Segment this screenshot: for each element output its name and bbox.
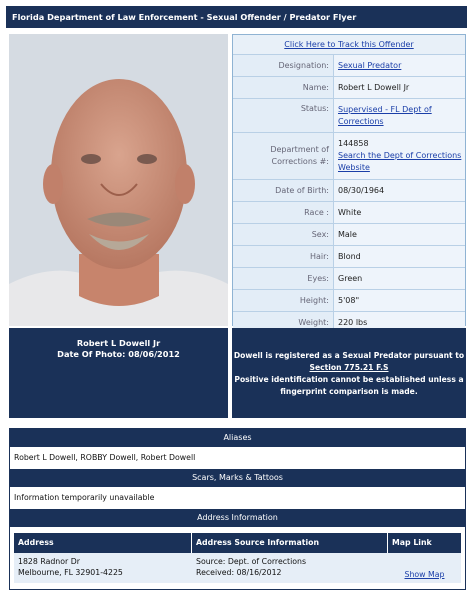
eyes-label: Eyes: [233, 268, 333, 289]
name-row [233, 77, 465, 99]
details-section [9, 428, 466, 590]
address-street: 1828 Radnor Dr [18, 557, 80, 566]
address-row [14, 553, 461, 583]
notice-line3: fingerprint comparison is made. [280, 387, 418, 396]
doc-label-line2: Corrections #: [271, 157, 329, 166]
weight-value: 220 lbs [338, 318, 368, 327]
doc-label-line1: Department of [270, 145, 329, 154]
address-col-header: Address [14, 533, 192, 553]
notice-line2: Positive identification cannot be established unless a [234, 375, 464, 384]
offender-photo [9, 34, 228, 326]
hair-row [233, 246, 465, 268]
address-city: Melbourne, FL 32901-4225 [18, 568, 123, 577]
eyes-row [233, 268, 465, 290]
designation-link[interactable]: Sexual Predator [338, 61, 402, 70]
scars-header: Scars, Marks & Tattoos [10, 469, 465, 487]
sex-label: Sex: [233, 224, 333, 245]
name-label: Name: [233, 77, 333, 98]
designation-label: Designation: [233, 55, 333, 76]
race-value: White [338, 208, 362, 217]
sex-row [233, 224, 465, 246]
page-title-bar [6, 6, 467, 28]
notice-line1: Dowell is registered as a Sexual Predator pursuant to [233, 351, 465, 360]
aliases-value: Robert L Dowell, ROBBY Dowell, Robert Dowell [10, 447, 465, 469]
designation-row [233, 55, 465, 77]
portrait-image [9, 34, 228, 326]
hair-label: Hair: [233, 246, 333, 267]
offender-details-panel [232, 34, 466, 326]
doc-search-link[interactable]: Search the Dept of Corrections Website [338, 151, 462, 172]
source-col-header: Address Source Information [192, 533, 388, 553]
address-source: Source: Dept. of Corrections [196, 557, 307, 566]
registration-notice-box [232, 328, 466, 418]
aliases-header: Aliases [10, 429, 465, 447]
page-title: Florida Department of Law Enforcement - Sexual Offender / Predator Flyer [12, 12, 357, 22]
address-received: Received: 08/16/2012 [196, 568, 282, 577]
height-label: Height: [233, 290, 333, 311]
photo-caption-box [9, 328, 228, 418]
status-link[interactable]: Supervised - FL Dept of Corrections [338, 104, 432, 126]
height-value: 5'08" [338, 296, 360, 305]
dob-row [233, 180, 465, 202]
doc-number: 144858 [338, 139, 369, 148]
height-row [233, 290, 465, 312]
caption-name: Robert L Dowell Jr [76, 338, 161, 348]
doc-row [233, 133, 465, 180]
statute-link[interactable]: Section 775.21 F.S [309, 363, 389, 372]
caption-photo-date: Date Of Photo: 08/06/2012 [57, 349, 180, 359]
show-map-link[interactable]: Show Map [404, 570, 445, 579]
weight-label: Weight: [233, 312, 333, 333]
race-label: Race : [233, 202, 333, 223]
dob-value: 08/30/1964 [338, 186, 385, 195]
name-value: Robert L Dowell Jr [338, 83, 410, 92]
status-row [233, 99, 465, 133]
status-label: Status: [233, 99, 333, 132]
address-header: Address Information [10, 509, 465, 527]
scars-value: Information temporarily unavailable [10, 487, 465, 509]
sex-value: Male [338, 230, 357, 239]
track-offender-row [233, 35, 465, 55]
hair-value: Blond [338, 252, 361, 261]
race-row [233, 202, 465, 224]
dob-label: Date of Birth: [233, 180, 333, 201]
eyes-value: Green [338, 274, 363, 283]
track-offender-link[interactable]: Click Here to Track this Offender [284, 40, 414, 49]
map-col-header: Map Link [392, 538, 432, 547]
address-table-header [14, 533, 461, 553]
